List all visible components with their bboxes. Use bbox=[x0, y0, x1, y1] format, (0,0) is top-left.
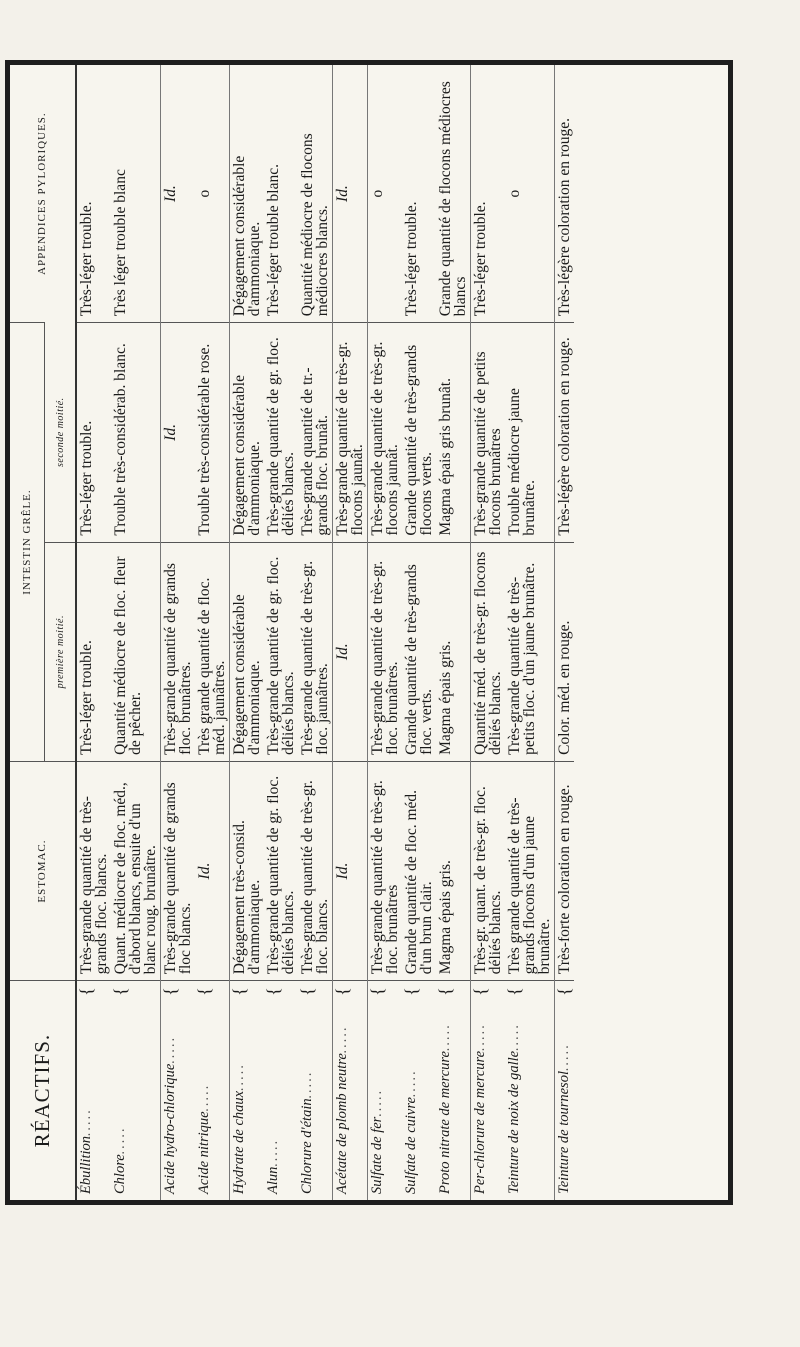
seconde-moitie-cell: Très-légère coloration en rouge. bbox=[555, 323, 575, 542]
table-row bbox=[555, 65, 575, 1200]
estomac-cell: Très-grande quantité de gr. floc. déliés blancs. bbox=[264, 761, 298, 980]
table-row bbox=[195, 65, 230, 1200]
appendices-cell: Très-léger trouble. bbox=[472, 201, 489, 317]
reactif-cell bbox=[264, 981, 298, 1200]
premiere-moitie-cell: Quantité médiocre de floc. fleur de pêcher. bbox=[111, 542, 161, 761]
header-estomac: ESTOMAC. bbox=[10, 761, 76, 980]
reactif-cell bbox=[76, 981, 111, 1200]
appendices-cell: Quantité médiocre de flocons médiocres blancs. bbox=[298, 65, 333, 323]
premiere-moitie-cell: Très-léger trouble. bbox=[76, 542, 111, 761]
seconde-moitie-cell: Trouble très-considérable rose. bbox=[195, 323, 230, 542]
estomac-cell: Magma épais gris. bbox=[436, 761, 471, 980]
leader-dots: ..... bbox=[334, 1025, 350, 1054]
premiere-moitie-cell: Très-grande quantité de très-petits floc. d'un jaune brunâtre. bbox=[505, 542, 555, 761]
leader-dots: ..... bbox=[403, 1068, 419, 1098]
brace-glyph: { bbox=[229, 987, 249, 996]
seconde-moitie-cell: Trouble médiocre jaune brunâtre. bbox=[505, 323, 555, 542]
table-body bbox=[76, 65, 574, 1200]
estomac-cell: Très-gr. quant. de très-gr. floc. déliés blancs. bbox=[471, 761, 506, 980]
seconde-moitie-cell: Trouble très-considérab. blanc. bbox=[111, 323, 161, 542]
reactif-label: Acide hydro-chlorique bbox=[162, 1063, 178, 1194]
appendices-cell: Id. bbox=[162, 185, 179, 203]
estomac-cell: Très-grande quantité de grands floc blancs. bbox=[161, 761, 196, 980]
seconde-moitie-cell: Dégagement considérable d'ammoniaque. bbox=[230, 323, 265, 542]
appendices-cell: Dégagement considérable d'ammoniaque. bbox=[231, 155, 263, 317]
estomac-cell: Très-grande quantité de très-gr. floc. blancs. bbox=[298, 761, 333, 980]
premiere-moitie-cell: Grande quantité de très-grands floc. verts. bbox=[402, 542, 436, 761]
reactifs-table bbox=[10, 65, 574, 1200]
table-row bbox=[76, 65, 111, 1200]
seconde-moitie-cell: Grande quantité de très-grands flocons verts. bbox=[402, 323, 436, 542]
estomac-cell: Quant. médiocre de floc. méd., d'abord blancs, ensuite d'un blanc roug. brunâtre. bbox=[111, 761, 161, 980]
leader-dots: ..... bbox=[196, 1083, 212, 1112]
reactif-cell bbox=[368, 981, 403, 1200]
reactif-cell bbox=[333, 981, 368, 1200]
appendices-cell: Très léger trouble blanc bbox=[111, 65, 161, 323]
reactif-cell bbox=[505, 981, 555, 1200]
estomac-cell: Id. bbox=[333, 761, 368, 980]
table-row bbox=[161, 65, 196, 1200]
header-premiere-moitie: première moitié. bbox=[45, 542, 77, 761]
leader-dots: ..... bbox=[369, 1088, 385, 1117]
reactif-label: Acétate de plomb neutre bbox=[334, 1053, 350, 1194]
appendices-cell: Id. bbox=[333, 65, 368, 323]
brace-glyph: { bbox=[401, 987, 421, 996]
premiere-moitie-cell: Color. méd. en rouge. bbox=[555, 542, 575, 761]
seconde-moitie-cell: Très-grande quantité de gr. floc. déliés blancs. bbox=[264, 323, 298, 542]
brace-glyph: { bbox=[554, 987, 574, 996]
appendices-cell: Très-léger trouble blanc. bbox=[265, 164, 282, 317]
brace-glyph: { bbox=[160, 987, 180, 996]
seconde-moitie-cell: Très-grande quantité de tr.-grands floc. brunât. bbox=[298, 323, 333, 542]
brace-glyph: { bbox=[367, 987, 387, 996]
leader-dots: ..... bbox=[78, 1107, 94, 1136]
table-row bbox=[298, 65, 333, 1200]
premiere-moitie-cell: Très-grande quantité de gr. floc. déliés blancs. bbox=[264, 542, 298, 761]
leader-dots: ..... bbox=[162, 1035, 178, 1064]
appendices-cell: Très-léger trouble. bbox=[78, 201, 95, 317]
reactif-label: Chlorure d'étain bbox=[299, 1098, 315, 1194]
table-row bbox=[402, 65, 436, 1200]
reactif-cell bbox=[402, 981, 436, 1200]
reactif-cell bbox=[555, 981, 575, 1200]
table-row bbox=[333, 65, 368, 1200]
estomac-cell: Grande quantité de floc. méd. d'un brun clair. bbox=[402, 761, 436, 980]
table-row bbox=[436, 65, 471, 1200]
leader-dots: ..... bbox=[112, 1126, 128, 1155]
brace-glyph: { bbox=[76, 987, 96, 996]
brace-glyph: { bbox=[194, 987, 214, 996]
leader-dots: ..... bbox=[299, 1070, 315, 1099]
reactif-cell bbox=[471, 981, 506, 1200]
reactif-cell bbox=[230, 981, 265, 1200]
reactif-label: Sulfate de fer bbox=[369, 1116, 385, 1194]
estomac-cell: Dégagement très-consid. d'ammoniaque. bbox=[230, 761, 265, 980]
premiere-moitie-cell: Très-grande quantité de très-gr. floc. jaunâtres. bbox=[298, 542, 333, 761]
appendices-cell: o bbox=[505, 65, 555, 323]
table-row bbox=[111, 65, 161, 1200]
premiere-moitie-cell: Magma épais gris. bbox=[436, 542, 471, 761]
brace-glyph: { bbox=[263, 987, 283, 996]
table-row bbox=[471, 65, 506, 1200]
reactif-label: Chlore bbox=[112, 1154, 128, 1194]
header-appendices-pyloriques: APPENDICES PYLORIQUES. bbox=[36, 112, 48, 275]
reactif-cell bbox=[436, 981, 471, 1200]
leader-dots: ..... bbox=[472, 1022, 488, 1051]
table-row bbox=[505, 65, 555, 1200]
reactif-label: Ébullition bbox=[78, 1136, 94, 1194]
header-seconde-moitie: seconde moitié. bbox=[45, 323, 77, 542]
reactif-label: Hydrate de chaux bbox=[231, 1090, 247, 1194]
estomac-cell: Très-forte coloration en rouge. bbox=[555, 761, 575, 980]
header-reactifs: RÉACTIFS. bbox=[10, 981, 76, 1200]
premiere-moitie-cell: Très-grande quantité de grands floc. brunâtres. bbox=[161, 542, 196, 761]
table-row bbox=[368, 65, 403, 1200]
estomac-cell: Très grande quantité de très-grands flocons d'un jaune brunâtre. bbox=[505, 761, 555, 980]
reactif-label: Alun bbox=[265, 1166, 281, 1194]
seconde-moitie-cell: Très-grande quantité de très-gr. flocons jaunât. bbox=[368, 323, 403, 542]
brace-glyph: { bbox=[332, 987, 352, 996]
leader-dots: ..... bbox=[231, 1062, 247, 1091]
brace-glyph: { bbox=[110, 987, 130, 996]
leader-dots: ..... bbox=[506, 1022, 522, 1051]
reactif-label: Sulfate de cuivre bbox=[403, 1097, 419, 1194]
reactif-label: Teinture de tournesol bbox=[556, 1071, 572, 1194]
table-row bbox=[230, 65, 265, 1200]
estomac-cell: Très-grande quantité de très-gr. floc. brunâtres bbox=[368, 761, 403, 980]
brace-glyph: { bbox=[504, 987, 524, 996]
seconde-moitie-cell: Très-léger trouble. bbox=[76, 323, 111, 542]
premiere-moitie-cell: Très-grande quantité de très-gr. floc. brunâtres. bbox=[368, 542, 403, 761]
leader-dots: ..... bbox=[265, 1138, 281, 1167]
brace-glyph: { bbox=[297, 987, 317, 996]
appendices-cell: o bbox=[369, 189, 386, 198]
brace-glyph: { bbox=[470, 987, 490, 996]
reactifs-table-sheet bbox=[5, 60, 733, 1205]
premiere-moitie-cell: Dégagement considérable d'ammoniaque. bbox=[230, 542, 265, 761]
header-intestin-grele: INTESTIN GRÊLE. bbox=[10, 323, 45, 762]
reactif-cell bbox=[298, 981, 333, 1200]
premiere-moitie-cell: Quantité méd. de très-gr. flocons déliés blancs. bbox=[471, 542, 506, 761]
appendices-cell: o bbox=[195, 65, 230, 323]
premiere-moitie-cell: Très grande quantité de floc. méd. jaunâtres. bbox=[195, 542, 230, 761]
seconde-moitie-cell: Très-grande quantité de très-gr. flocons jaunât. bbox=[333, 323, 368, 542]
seconde-moitie-cell: Magma épais gris brunât. bbox=[436, 323, 471, 542]
estomac-cell: Très-grande quantité de très-grands floc. blancs. bbox=[76, 761, 111, 980]
reactif-label: Proto nitrate de mercure bbox=[437, 1051, 453, 1194]
brace-glyph: { bbox=[435, 987, 455, 996]
seconde-moitie-cell: Très-grande quantité de petits flocons brunâtres bbox=[471, 323, 506, 542]
reactif-label: Teinture de noix de galle bbox=[506, 1050, 522, 1194]
reactif-cell bbox=[161, 981, 196, 1200]
leader-dots: ..... bbox=[437, 1022, 453, 1052]
table-row bbox=[264, 65, 298, 1200]
reactif-label: Acide nitrique bbox=[196, 1111, 212, 1194]
leader-dots: ..... bbox=[556, 1042, 572, 1072]
appendices-cell: Grande quantité de flocons médiocres blancs bbox=[436, 65, 471, 323]
estomac-cell: Id. bbox=[195, 761, 230, 980]
appendices-cell: Très-léger trouble. bbox=[403, 201, 420, 317]
premiere-moitie-cell: Id. bbox=[333, 542, 368, 761]
seconde-moitie-cell: Id. bbox=[161, 323, 196, 542]
reactif-cell bbox=[195, 981, 230, 1200]
reactif-cell bbox=[111, 981, 161, 1200]
appendices-cell: Très-légère coloration en rouge. bbox=[556, 117, 573, 317]
reactif-label: Per-chlorure de mercure bbox=[472, 1050, 488, 1194]
